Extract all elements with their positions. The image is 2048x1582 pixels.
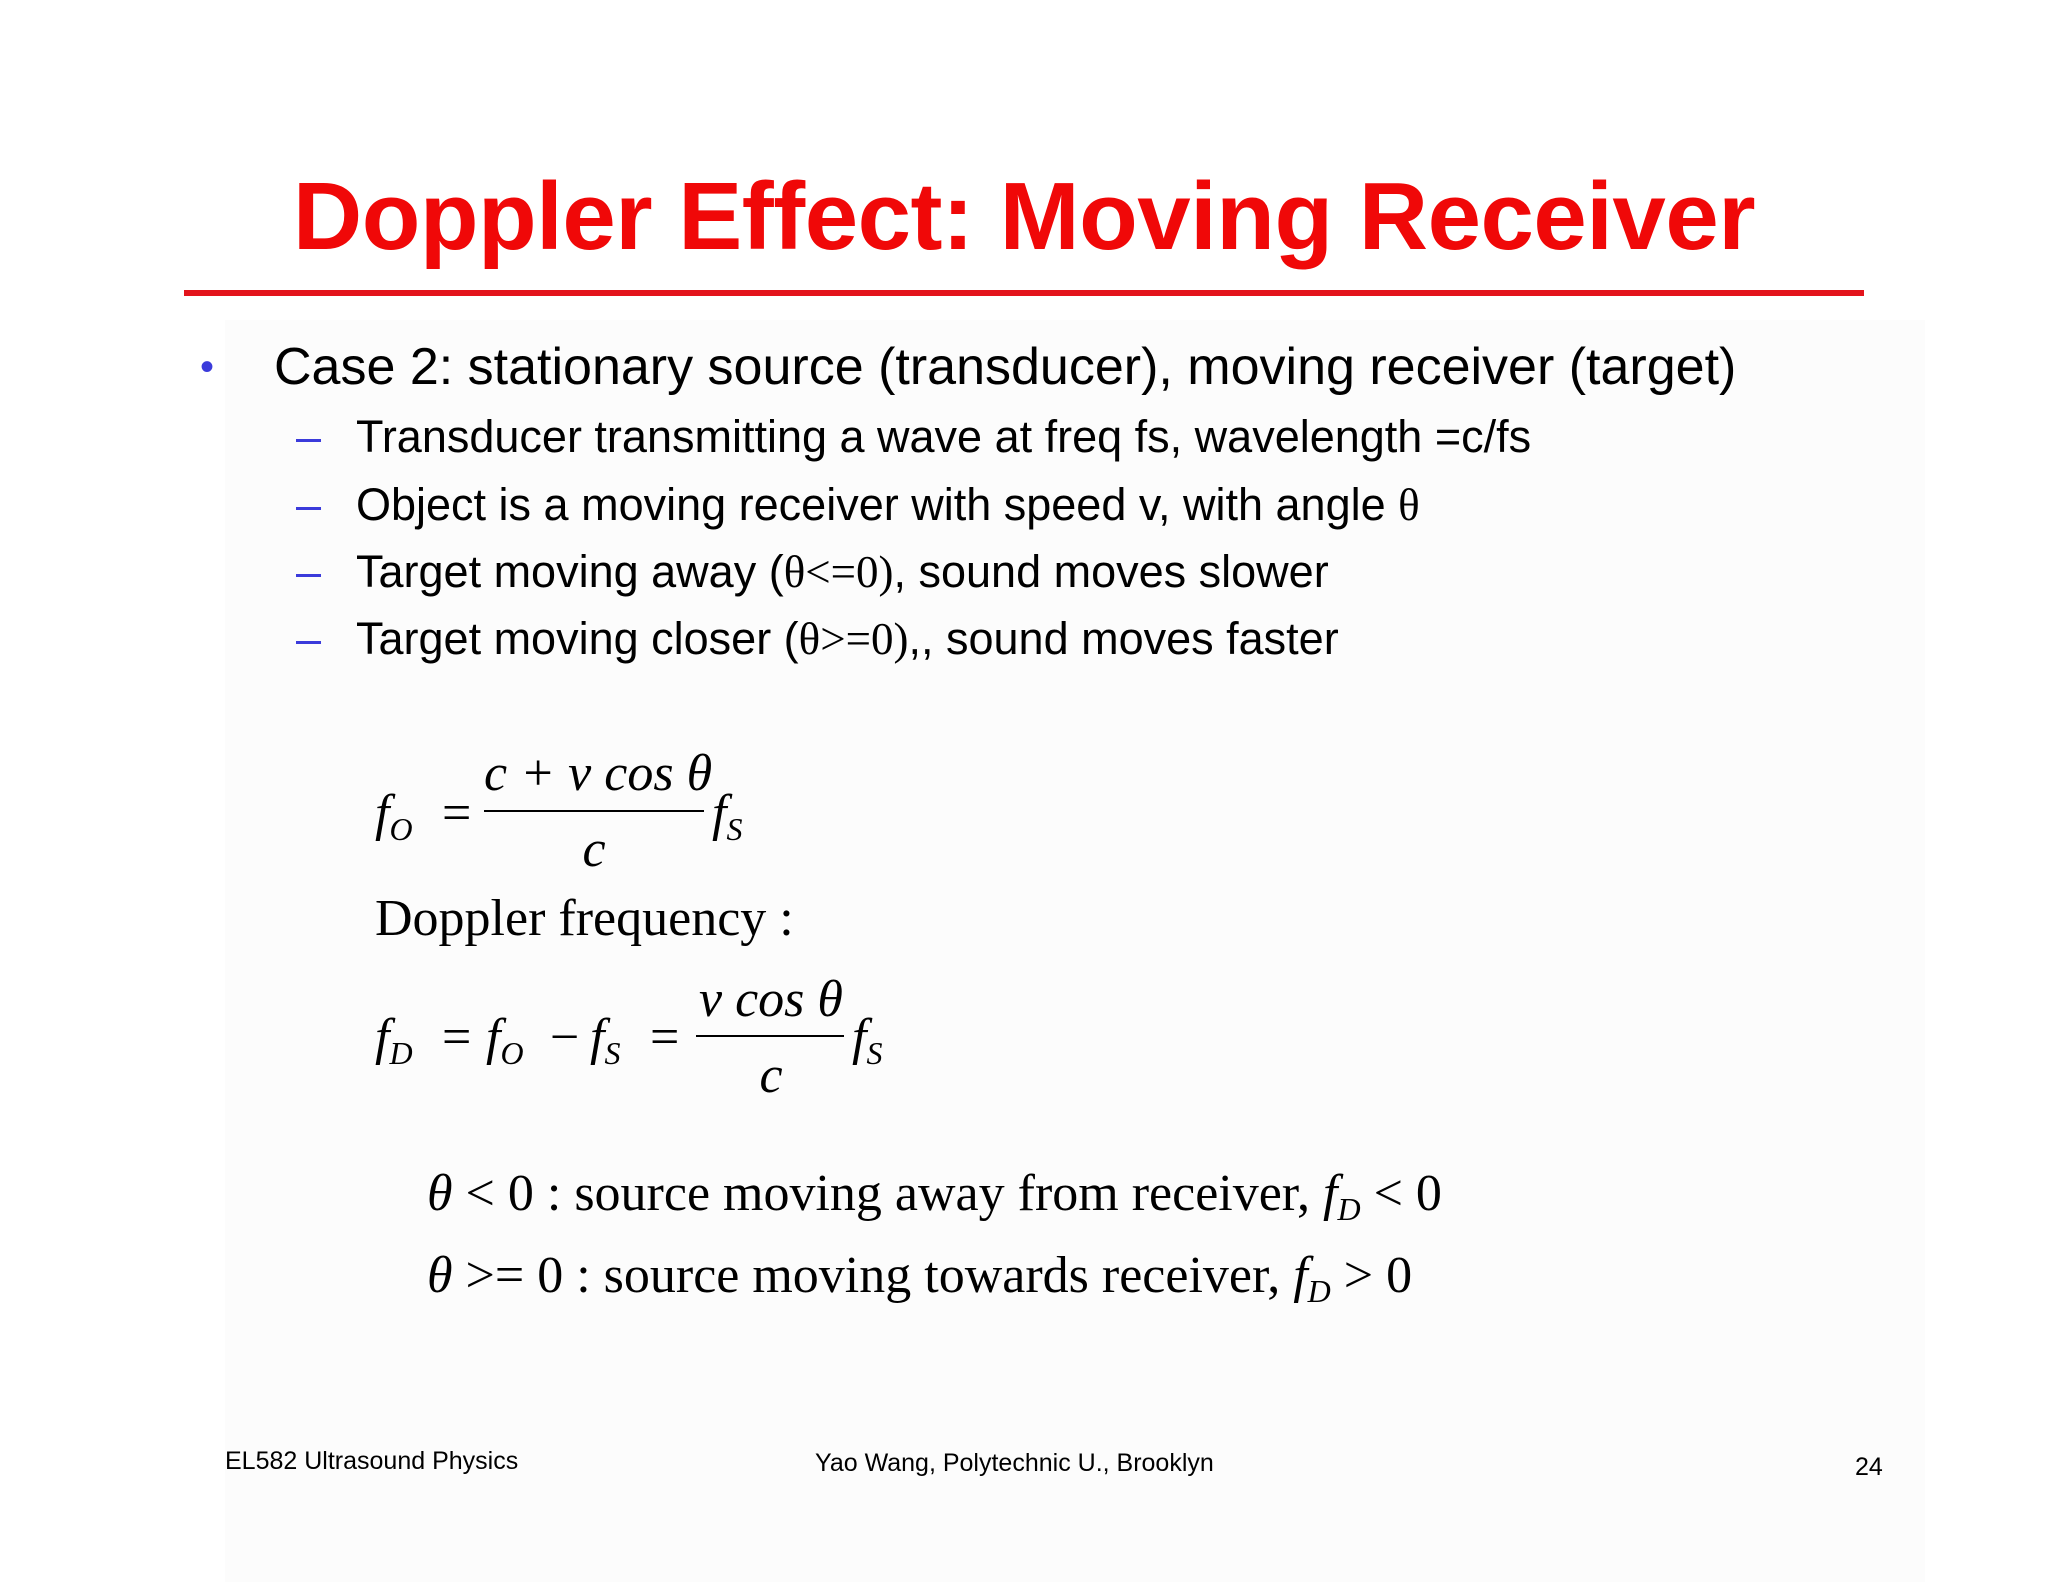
eq2-lhs: fD (375, 1009, 413, 1071)
eq1-rhs: fS (712, 785, 743, 847)
sub-item-text: Object is a moving receiver with speed v, with angle (356, 479, 1399, 530)
main-bullet (200, 332, 1736, 402)
eq2-numerator: v cos θ (699, 971, 843, 1028)
sub-item-text-after: ,, sound moves faster (908, 613, 1339, 664)
sub-item (296, 475, 1420, 535)
eq2-fraction-bar (696, 1035, 844, 1037)
sub-item-text: Transducer transmitting a wave at freq fs, wavelength =c/fs (356, 411, 1532, 462)
sub-item-marker: – (296, 479, 322, 530)
sub-item-marker: – (296, 546, 322, 597)
page-number: 24 (1855, 1453, 1883, 1481)
footer-author: Yao Wang, Polytechnic U., Brooklyn (815, 1449, 1214, 1477)
eq2-equals-b: = (650, 1009, 680, 1066)
title-underline (184, 290, 1864, 296)
sub-item-text: Target moving closer ( (356, 613, 799, 664)
eq2-fo: fO (486, 1009, 524, 1071)
sub-item-text-after: , sound moves slower (893, 546, 1329, 597)
sub-item (296, 542, 1329, 602)
eq2-denominator: c (759, 1047, 783, 1104)
eq1-lhs: fO (375, 785, 413, 847)
condition-moving-towards: θ >= 0 : source moving towards receiver, fD > 0 (427, 1247, 1413, 1309)
theta-condition: θ<=0) (783, 547, 894, 597)
condition-moving-away: θ < 0 : source moving away from receiver, fD < 0 (427, 1165, 1442, 1227)
doppler-frequency-label: Doppler frequency : (375, 890, 794, 947)
sub-item (296, 609, 1339, 669)
main-bullet-text: Case 2: stationary source (transducer), moving receiver (target) (274, 338, 1737, 396)
sub-item (296, 407, 1531, 467)
eq2-fs: fS (590, 1009, 621, 1071)
sub-item-text: Target moving away ( (356, 546, 784, 597)
eq1-equals: = (442, 785, 472, 842)
slide-title: Doppler Effect: Moving Receiver (292, 163, 1756, 270)
theta-condition: θ>=0) (798, 614, 909, 664)
eq2-minus: − (550, 1009, 580, 1066)
theta-symbol: θ (1398, 480, 1420, 530)
eq2-rhs: fS (852, 1009, 883, 1071)
footer-course: EL582 Ultrasound Physics (225, 1447, 519, 1475)
eq2-equals-a: = (442, 1009, 472, 1066)
bullet-marker: • (200, 345, 215, 389)
eq1-numerator: c + v cos θ (484, 745, 713, 802)
eq1-fraction-bar (484, 810, 704, 812)
sub-item-marker: – (296, 613, 322, 664)
sub-item-marker: – (296, 411, 322, 462)
eq1-denominator: c (582, 821, 606, 878)
